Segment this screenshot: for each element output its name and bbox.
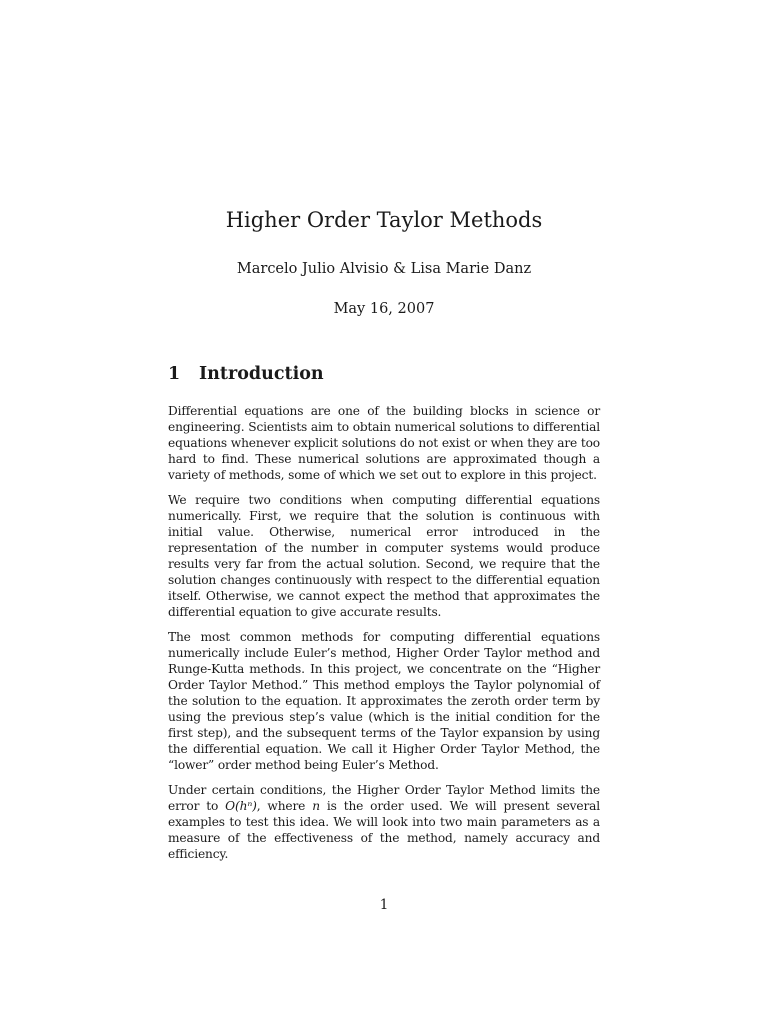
- paragraph-4-math-order: O(hⁿ): [225, 799, 257, 813]
- section-number: 1: [168, 364, 181, 384]
- paragraph-1: Differential equations are one of the building blocks in science or engineering. Scientists aim to obtain numerical solutions to differential equations whenever explicit solutions do not exist or when they are too hard to find. These numerical solutions are approximated though a variety of methods, some of which we set out to explore in this project.: [168, 404, 600, 482]
- paragraph-4-text-c: is the order used. We will present several examples to test this idea. We will look into two main parameters as a measure of the effectiveness of the method, namely accuracy and efficiency.: [168, 799, 601, 861]
- paper-date: May 16, 2007: [333, 301, 435, 317]
- paragraph-3: The most common methods for computing differential equations numerically include Euler’s method, Higher Order Taylor method and Runge-Kutta methods. In this project, we concentrate on the “Higher Order Taylor Method.” This method employs the Taylor polynomial of the solution to the equation. It approximates the zeroth order term by using the previous step’s value (which is the initial condition for the first step), and the subsequent terms of the Taylor expansion by using the differential equation. We call it Higher Order Taylor Method, the “lower” order method being Euler’s Method.: [168, 630, 600, 772]
- paragraph-4-text-a: Under certain conditions, the Higher Order Taylor Method limits the error to: [168, 783, 600, 813]
- paper-authors: Marcelo Julio Alvisio & Lisa Marie Danz: [236, 261, 532, 277]
- section-body: [168, 403, 600, 871]
- section-heading: [168, 362, 608, 386]
- paper-title: Higher Order Taylor Methods: [225, 208, 543, 232]
- paragraph-2: We require two conditions when computing differential equations numerically. First, we require that the solution is continuous with initial value. Otherwise, numerical error introduced in the representation of the number in computer systems would produce results very far from the actual solution. Second, we require that the solution changes continuously with respect to the differential equation itself. Otherwise, we cannot expect the method that approximates the differential equation to give accurate results.: [168, 493, 600, 619]
- paragraph-4-math-n: n: [312, 799, 320, 813]
- page-number: 1: [379, 897, 389, 913]
- section-title: Introduction: [199, 364, 324, 384]
- paragraph-4: [168, 782, 600, 862]
- paragraph-4-text-b: , where: [256, 799, 306, 813]
